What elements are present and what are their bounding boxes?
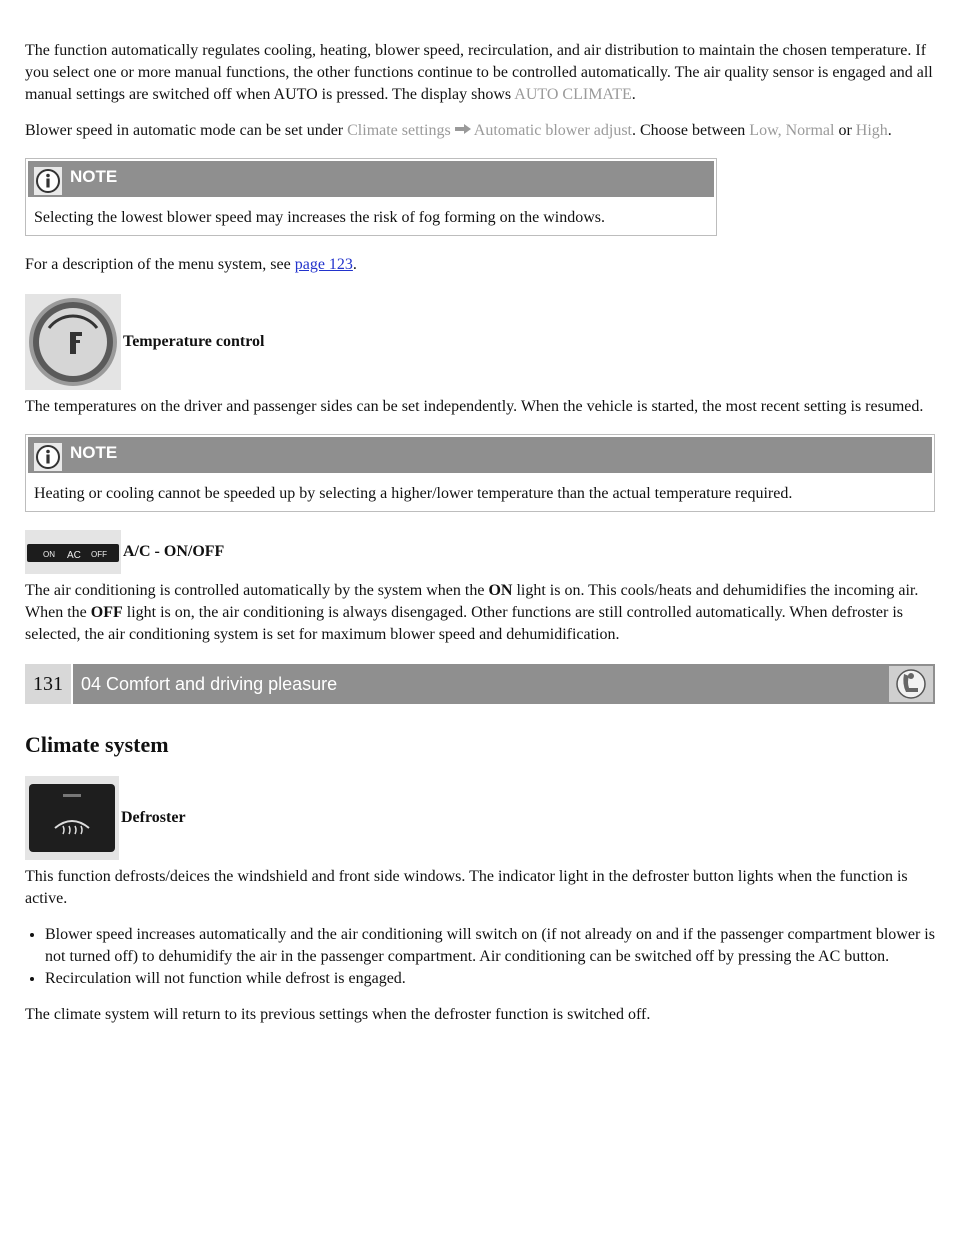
section-heading: Climate system [25, 732, 169, 757]
intro-paragraph [25, 40, 935, 106]
manual-page [25, 40, 935, 1026]
auto-climate-display-text: AUTO CLIMATE [514, 86, 632, 103]
note-header [28, 161, 714, 197]
info-icon [34, 443, 62, 471]
ac-text-2: light is on. This cools/heats and dehumidifies the incoming air. When the [25, 582, 919, 621]
blower-or: or [834, 122, 856, 139]
chapter-bar [25, 664, 935, 704]
ac-row [25, 530, 935, 574]
menu-ref-end: . [352, 256, 357, 273]
defroster-closing: The climate system will return to its previous settings when the defroster function is switched off. [25, 1006, 651, 1023]
list-item: • Recirculation will not function while defrost is engaged. [45, 968, 935, 990]
ac-label: A/C - ON/OFF [123, 543, 225, 560]
defroster-row [25, 776, 935, 860]
blower-text: Blower speed in automatic mode can be set under [25, 122, 348, 139]
intro-end: . [631, 86, 636, 103]
note-title: NOTE [70, 443, 118, 462]
defroster-label: Defroster [121, 809, 186, 826]
note-box-temperature [25, 434, 935, 512]
note-box-blower [25, 158, 717, 236]
menu-reference [25, 254, 935, 276]
arrow-right-icon [455, 124, 471, 134]
blower-paragraph [25, 120, 935, 142]
ac-on-label: ON [43, 550, 55, 559]
ac-off-label: OFF [91, 550, 107, 559]
temperature-control-label: Temperature control [123, 333, 265, 350]
menu-ref-text: For a description of the menu system, see [25, 256, 295, 273]
option-low-normal: Low, Normal [749, 122, 835, 139]
note-header [28, 437, 932, 473]
page-number: 131 [25, 664, 71, 704]
page-123-link[interactable]: page 123 [294, 256, 353, 273]
defroster-body: This function defrosts/deices the windshield and front side windows. The indicator light in the defroster button lights when the function is active. [25, 868, 908, 907]
temperature-knob-icon [25, 294, 121, 390]
temperature-body: The temperatures on the driver and passenger sides can be set independently. When the vehicle is started, the most recent setting is resumed. [25, 398, 924, 415]
defroster-button-icon [25, 776, 119, 860]
chapter-title-bar [73, 664, 935, 704]
blower-mid: . Choose between [631, 122, 750, 139]
list-item: • Blower speed increases automatically and the air conditioning will switch on (if not already on and if the passenger compartment blower is not turned off) to dehumidify the air in the passenger compartment. Air conditioning can be switched off by pressing the AC button. [45, 924, 935, 968]
ac-body [25, 580, 935, 646]
ac-text-3: light is on, the air conditioning is always disengaged. Other functions are still controlled automatically. When defroster is selected, the air conditioning system is set for maximum blower speed and dehumidification. [25, 604, 904, 643]
intro-text: The function automatically regulates cooling, heating, blower speed, recirculation, and air distribution to maintain the chosen temperature. If you select one or more manual functions, the other functions continue to be controlled automatically. The air quality sensor is engaged and all manual settings are switched off when AUTO is pressed. The display shows [25, 42, 933, 103]
menu-automatic-blower-adjust: Automatic blower adjust [473, 122, 632, 139]
chapter-title: 04 Comfort and driving pleasure [81, 674, 338, 694]
info-icon [34, 167, 62, 195]
menu-climate-settings: Climate settings [347, 122, 451, 139]
seat-comfort-icon [889, 666, 933, 702]
note-title: NOTE [70, 167, 118, 186]
ac-button-icon [25, 530, 121, 574]
blower-end: . [887, 122, 892, 139]
option-high: High [855, 122, 888, 139]
ac-ac-label: AC [67, 550, 81, 561]
ac-on-text: ON [488, 582, 513, 599]
ac-off-text: OFF [90, 604, 123, 621]
note-body: Selecting the lowest blower speed may increases the risk of fog forming on the windows. [34, 209, 605, 226]
defroster-bullets [25, 924, 935, 990]
note-body: Heating or cooling cannot be speeded up by selecting a higher/lower temperature than the actual temperature required. [34, 485, 793, 502]
ac-text-1: The air conditioning is controlled automatically by the system when the [25, 582, 489, 599]
temperature-control-row [25, 294, 935, 390]
